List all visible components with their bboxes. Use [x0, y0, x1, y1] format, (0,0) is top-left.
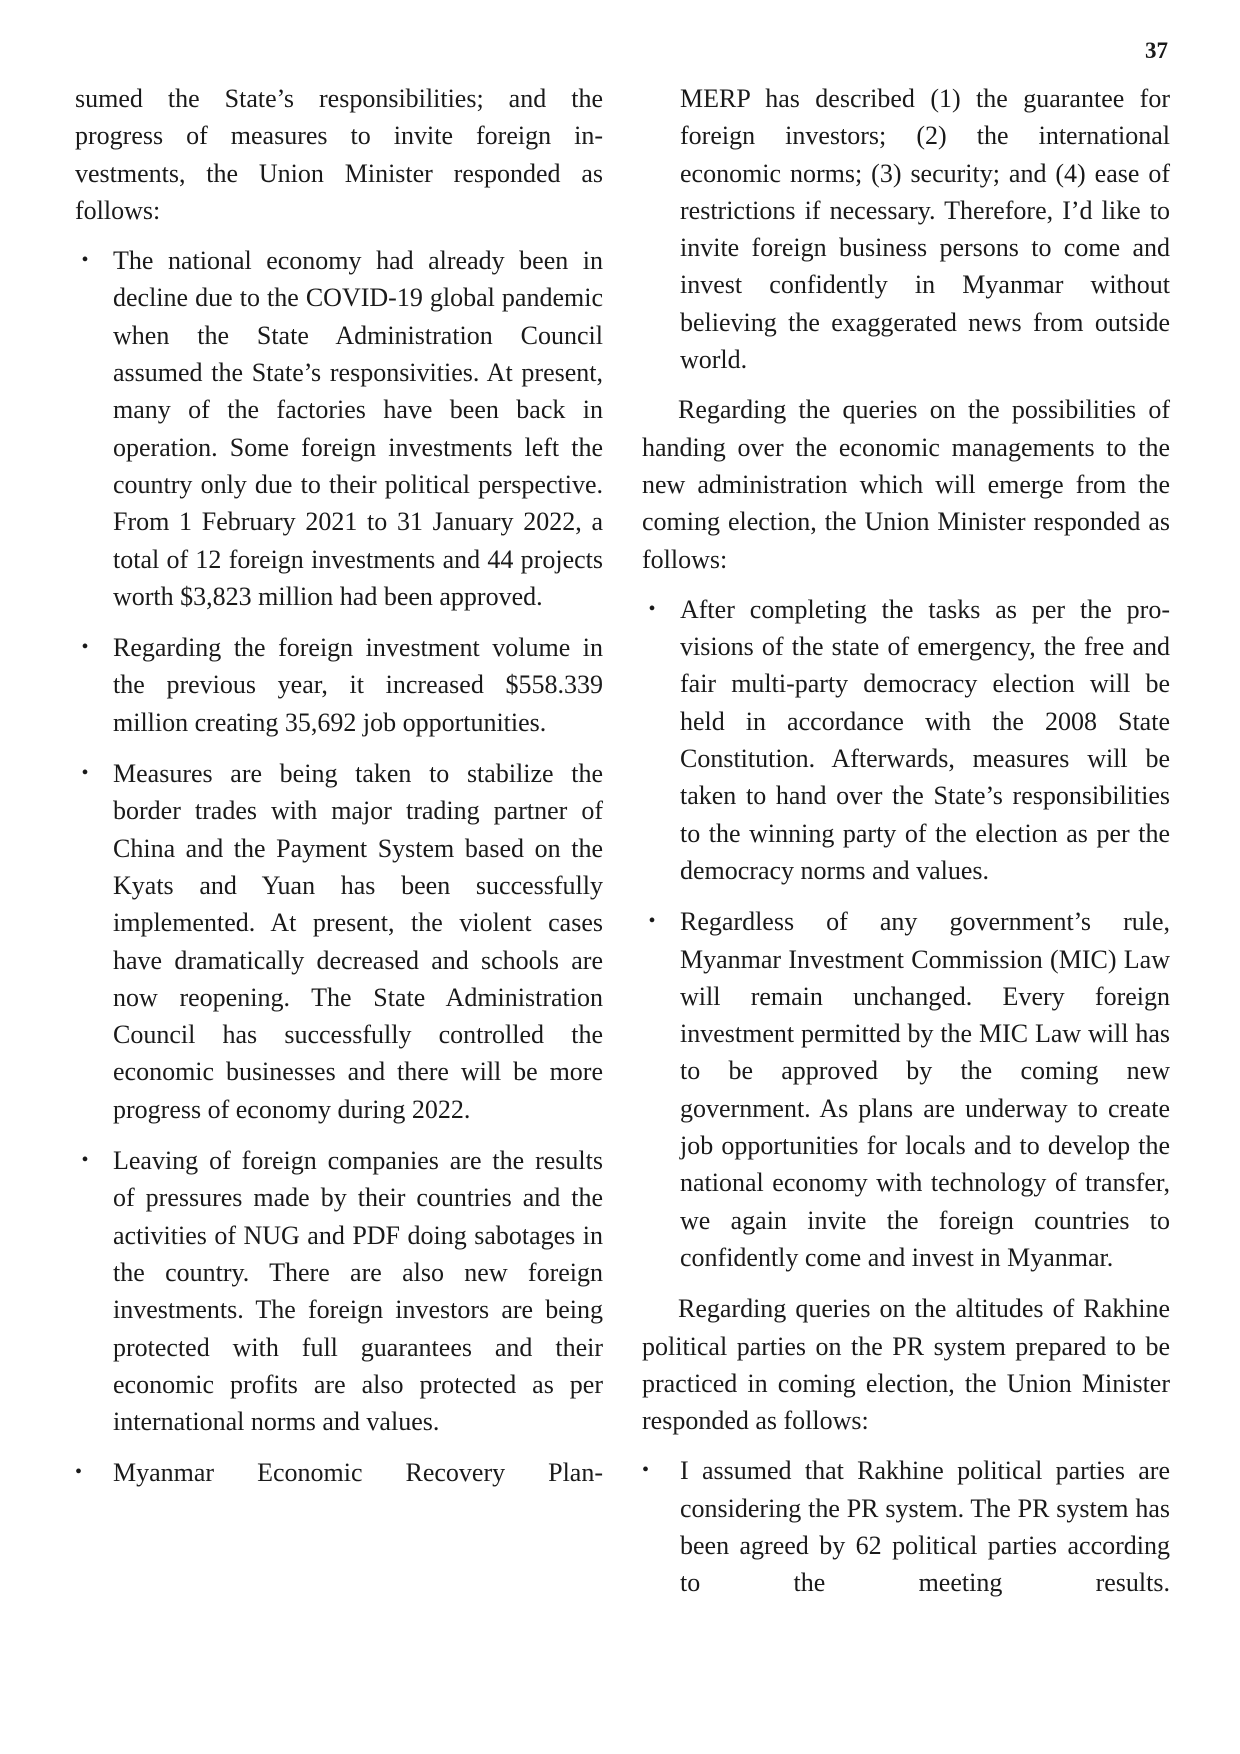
intro-paragraph: sumed the State’s responsibilities; and the progress of measures to invite foreign investments, the Union Minister responded as follows: [75, 84, 603, 225]
bullet-icon: • [81, 636, 89, 659]
bullet-item [75, 755, 603, 1128]
bullet-list [642, 1452, 1170, 1601]
continuation-paragraph: MERP has described (1) the guarantee for foreign investors; (2) the international economic norms; (3) security; and (4) ease of restrictions if necessary. Therefore, I’d like to invite foreign business persons to come and invest confidently in Myanmar without believing the exaggerated news from outside world. [680, 84, 1170, 375]
bullet-text: I assumed that Rakhine political parties are considering the PR system. The PR system has been agreed by 62 political parties according to the meeting results. [680, 1456, 1170, 1598]
bullet-item [75, 1142, 603, 1440]
left-column [75, 80, 603, 1506]
bullet-item [75, 629, 603, 741]
bullet-text: Leaving of foreign companies are the results of pressures made by their countries and the activities of NUG and PDF doing sabotages in the country. There are also new foreign investments. The foreign investors are being protected with full guarantees and their economic profits are also protected as per international norms and values. [113, 1146, 603, 1437]
body-paragraph: Regarding queries on the altitudes of Rakhine political parties on the PR system prepared to be practiced in coming election, the Union Minister responded as follows: [642, 1294, 1170, 1436]
bullet-text: Myanmar Economic Recovery Plan- [113, 1458, 603, 1488]
bullet-icon: • [81, 249, 89, 272]
bullet-text: The national economy had already been in decline due to the COVID-19 global pandemic when the State Administration Council assumed the State’s responsivities. At present, many of the factories have been back in operation. Some foreign investments left the country only due to their political perspective. From 1 February 2021 to 31 January 2022, a total of 12 foreign investments and 44 projects worth $3,823 million had been approved. [113, 246, 603, 611]
bullet-icon: • [75, 1461, 83, 1484]
bullet-text: Measures are being taken to stabilize the border trades with major trading partner of China and the Payment System based on the Kyats and Yuan has been successfully implemented. At present, the violent cases have dramatically decreased and schools are now reopening. The State Administration Council has successfully controlled the economic businesses and there will be more progress of economy during 2022. [113, 759, 603, 1124]
body-paragraph: Regarding the queries on the possibilities of handing over the economic managements to the new administration which will emerge from the coming election, the Union Minister responded as follows: [642, 395, 1170, 574]
bullet-icon: • [648, 597, 656, 620]
page-number: 37 [1145, 38, 1168, 63]
bullet-item [75, 242, 603, 615]
bullet-list [642, 591, 1170, 1276]
bullet-text: Regarding the foreign investment volume in the previous year, it increased $558.339 million creating 35,692 job opportunities. [113, 633, 603, 737]
bullet-icon: • [648, 910, 656, 933]
bullet-list [75, 242, 603, 1492]
bullet-icon: • [642, 1459, 650, 1482]
bullet-icon: • [81, 1149, 89, 1172]
bullet-item [642, 591, 1170, 889]
bullet-item [642, 1452, 1170, 1601]
bullet-icon: • [81, 762, 89, 785]
right-column [642, 80, 1170, 1616]
bullet-item [75, 1454, 603, 1491]
bullet-item [642, 903, 1170, 1276]
bullet-text: Regardless of any government’s rule, Myanmar Investment Commission (MIC) Law will remain unchanged. Every foreign investment permitted by the MIC Law will has to be approved by the coming new government. As plans are underway to create job opportunities for locals and to develop the national economy with technology of transfer, we again invite the foreign countries to confidently come and invest in Myanmar. [680, 907, 1170, 1272]
bullet-text: After completing the tasks as per the provisions of the state of emergency, the free and fair multi-party democracy election will be held in accordance with the 2008 State Constitution. Afterwards, measures will be taken to hand over the State’s responsibilities to the winning party of the election as per the democracy norms and values. [680, 594, 1170, 885]
